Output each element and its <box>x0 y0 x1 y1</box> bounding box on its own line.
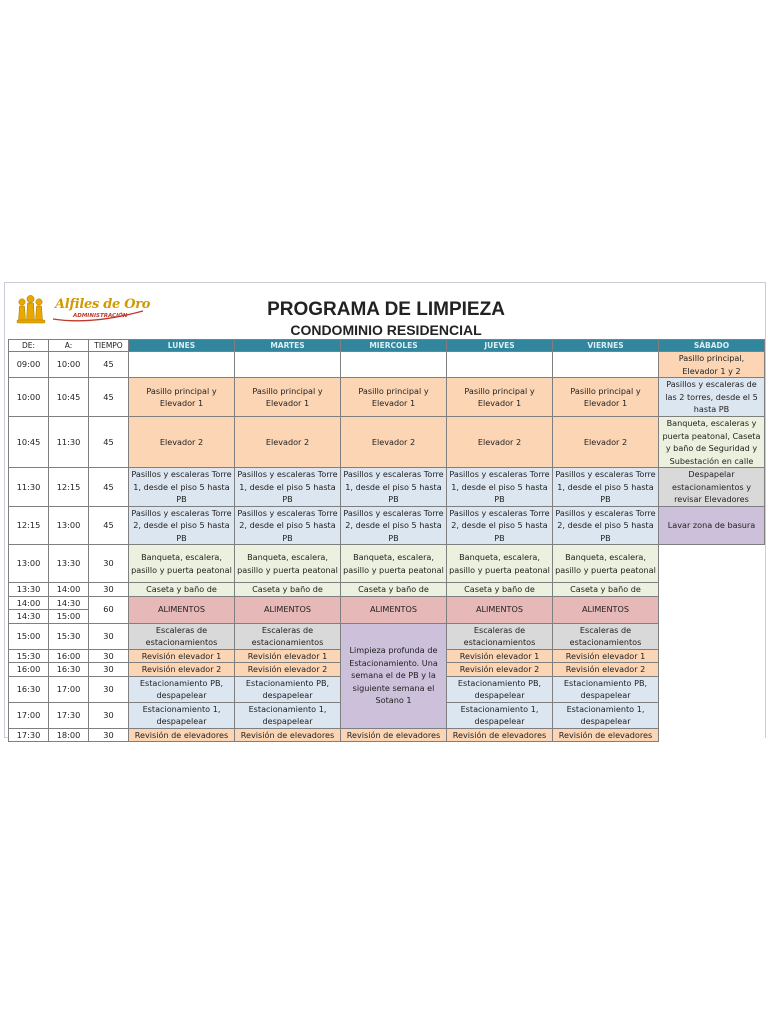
page-subtitle: CONDOMINIO RESIDENCIAL <box>290 322 482 338</box>
task-cell: ALIMENTOS <box>447 596 553 623</box>
time-from: 13:30 <box>9 583 49 597</box>
task-cell: ALIMENTOS <box>235 596 341 623</box>
empty-cell <box>341 352 447 378</box>
empty-cell <box>447 352 553 378</box>
time-from: 11:30 <box>9 468 49 507</box>
task-cell: Pasillo principal, Elevador 1 y 2 <box>659 352 765 378</box>
task-cell: Pasillo principal y Elevador 1 <box>447 378 553 417</box>
task-cell: Elevador 2 <box>553 417 659 468</box>
task-cell: Limpieza profunda de Estacionamiento. Una semana el de PB y la siguiente semana el Sotano 1 <box>341 623 447 728</box>
task-cell: Revisión elevador 2 <box>447 663 553 677</box>
task-cell: Elevador 2 <box>447 417 553 468</box>
duration: 30 <box>89 649 129 663</box>
time-from: 10:00 <box>9 378 49 417</box>
task-cell: Pasillos y escaleras Torre 2, desde el piso 5 hasta PB <box>129 506 235 545</box>
duration: 30 <box>89 545 129 583</box>
task-cell: Caseta y baño de <box>235 583 341 597</box>
task-cell: Pasillos y escaleras Torre 1, desde el piso 5 hasta PB <box>341 468 447 507</box>
empty-saturday-area <box>659 545 765 742</box>
task-cell: Revisión elevador 1 <box>553 649 659 663</box>
duration: 45 <box>89 352 129 378</box>
col-header-miercoles: MIERCOLES <box>341 340 447 352</box>
task-cell: Estacionamiento 1, despapelear <box>129 702 235 728</box>
time-from: 17:00 <box>9 702 49 728</box>
task-cell: Caseta y baño de <box>341 583 447 597</box>
col-header-de: DE: <box>9 340 49 352</box>
task-cell: Pasillos y escaleras Torre 1, desde el piso 5 hasta PB <box>553 468 659 507</box>
duration: 45 <box>89 468 129 507</box>
duration: 30 <box>89 583 129 597</box>
table-row <box>9 417 765 468</box>
time-to: 17:00 <box>49 676 89 702</box>
time-to: 15:00 <box>49 610 89 624</box>
table-row <box>9 596 765 610</box>
duration: 45 <box>89 417 129 468</box>
task-cell: Revisión elevador 2 <box>235 663 341 677</box>
time-from: 15:30 <box>9 649 49 663</box>
task-cell: Estacionamiento 1, despapelear <box>235 702 341 728</box>
task-cell: Pasillos y escaleras Torre 2, desde el piso 5 hasta PB <box>553 506 659 545</box>
task-cell: Revisión de elevadores <box>129 728 235 742</box>
task-cell: Revisión de elevadores <box>447 728 553 742</box>
task-cell: Pasillo principal y Elevador 1 <box>129 378 235 417</box>
col-header-lunes: LUNES <box>129 340 235 352</box>
time-to: 16:30 <box>49 663 89 677</box>
time-from: 16:00 <box>9 663 49 677</box>
task-cell: Despapelar estacionamientos y revisar Elevadores <box>659 468 765 507</box>
time-from: 15:00 <box>9 623 49 649</box>
table-row <box>9 468 765 507</box>
task-cell: Pasillos y escaleras de las 2 torres, desde el 5 hasta PB <box>659 378 765 417</box>
task-cell: Pasillo principal y Elevador 1 <box>553 378 659 417</box>
task-cell: Revisión elevador 1 <box>447 649 553 663</box>
time-from: 16:30 <box>9 676 49 702</box>
duration: 45 <box>89 506 129 545</box>
task-cell: Revisión elevador 2 <box>553 663 659 677</box>
task-cell: Revisión elevador 2 <box>129 663 235 677</box>
time-to: 14:00 <box>49 583 89 597</box>
table-row <box>9 583 765 597</box>
duration: 30 <box>89 663 129 677</box>
task-cell: Banqueta, escalera, pasillo y puerta peatonal <box>341 545 447 583</box>
task-cell: Estacionamiento PB, despapelear <box>235 676 341 702</box>
time-to: 11:30 <box>49 417 89 468</box>
col-header-jueves: JUEVES <box>447 340 553 352</box>
task-cell: Pasillos y escaleras Torre 2, desde el piso 5 hasta PB <box>341 506 447 545</box>
task-cell: Pasillos y escaleras Torre 2, desde el piso 5 hasta PB <box>447 506 553 545</box>
task-cell: Escaleras de estacionamientos <box>447 623 553 649</box>
time-from: 09:00 <box>9 352 49 378</box>
time-to: 14:30 <box>49 596 89 610</box>
cleaning-schedule-sheet <box>4 282 766 738</box>
task-cell: Revisión de elevadores <box>341 728 447 742</box>
task-cell: Revisión elevador 1 <box>235 649 341 663</box>
task-cell: Banqueta, escalera, pasillo y puerta peatonal <box>129 545 235 583</box>
table-row <box>9 728 765 742</box>
schedule-table <box>8 339 765 742</box>
time-to: 10:45 <box>49 378 89 417</box>
task-cell: Pasillos y escaleras Torre 1, desde el piso 5 hasta PB <box>129 468 235 507</box>
task-cell: Elevador 2 <box>235 417 341 468</box>
task-cell: Elevador 2 <box>341 417 447 468</box>
task-cell: Estacionamiento 1, despapelear <box>553 702 659 728</box>
task-cell: Estacionamiento 1, despapelear <box>447 702 553 728</box>
time-to: 17:30 <box>49 702 89 728</box>
task-cell: Estacionamiento PB, despapelear <box>447 676 553 702</box>
task-cell: ALIMENTOS <box>553 596 659 623</box>
time-to: 13:00 <box>49 506 89 545</box>
logo-subtext: ADMINISTRACIÓN <box>73 313 128 319</box>
table-row <box>9 545 765 583</box>
time-to: 10:00 <box>49 352 89 378</box>
task-cell: Caseta y baño de <box>447 583 553 597</box>
task-cell: Elevador 2 <box>129 417 235 468</box>
duration: 60 <box>89 596 129 623</box>
duration: 30 <box>89 702 129 728</box>
task-cell: Revisión elevador 1 <box>129 649 235 663</box>
task-cell: Estacionamiento PB, despapelear <box>129 676 235 702</box>
task-cell: Caseta y baño de <box>129 583 235 597</box>
col-header-martes: MARTES <box>235 340 341 352</box>
table-row <box>9 352 765 378</box>
task-cell: Pasillo principal y Elevador 1 <box>235 378 341 417</box>
task-cell: Banqueta, escalera, pasillo y puerta peatonal <box>553 545 659 583</box>
duration: 30 <box>89 676 129 702</box>
task-cell: Escaleras de estacionamientos <box>553 623 659 649</box>
task-cell: Escaleras de estacionamientos <box>129 623 235 649</box>
time-from: 12:15 <box>9 506 49 545</box>
time-to: 13:30 <box>49 545 89 583</box>
task-cell: Caseta y baño de <box>553 583 659 597</box>
task-cell: Pasillos y escaleras Torre 1, desde el piso 5 hasta PB <box>235 468 341 507</box>
task-cell: Pasillos y escaleras Torre 2, desde el piso 5 hasta PB <box>235 506 341 545</box>
time-to: 18:00 <box>49 728 89 742</box>
duration: 30 <box>89 623 129 649</box>
time-from: 14:30 <box>9 610 49 624</box>
page-title: PROGRAMA DE LIMPIEZA <box>267 299 505 320</box>
empty-cell <box>129 352 235 378</box>
task-cell: Revisión de elevadores <box>553 728 659 742</box>
table-header-row <box>9 340 765 352</box>
col-header-viernes: VIERNES <box>553 340 659 352</box>
task-cell: Banqueta, escalera, pasillo y puerta peatonal <box>235 545 341 583</box>
task-cell: Escaleras de estacionamientos <box>235 623 341 649</box>
col-header-sabado: SÁBADO <box>659 340 765 352</box>
table-row <box>9 378 765 417</box>
time-to: 16:00 <box>49 649 89 663</box>
task-cell: Banqueta, escalera, pasillo y puerta peatonal <box>447 545 553 583</box>
table-row <box>9 623 765 649</box>
task-cell: Lavar zona de basura <box>659 506 765 545</box>
task-cell: Estacionamiento PB, despapelear <box>553 676 659 702</box>
task-cell: ALIMENTOS <box>341 596 447 623</box>
empty-cell <box>553 352 659 378</box>
time-from: 13:00 <box>9 545 49 583</box>
time-from: 17:30 <box>9 728 49 742</box>
col-header-a: A: <box>49 340 89 352</box>
logo-text: Alfiles de Oro <box>55 297 151 312</box>
task-cell: ALIMENTOS <box>129 596 235 623</box>
table-row <box>9 506 765 545</box>
task-cell: Pasillo principal y Elevador 1 <box>341 378 447 417</box>
col-header-tiempo: TIEMPO <box>89 340 129 352</box>
time-from: 10:45 <box>9 417 49 468</box>
time-to: 12:15 <box>49 468 89 507</box>
empty-cell <box>235 352 341 378</box>
time-to: 15:30 <box>49 623 89 649</box>
duration: 30 <box>89 728 129 742</box>
duration: 45 <box>89 378 129 417</box>
task-cell: Pasillos y escaleras Torre 1, desde el piso 5 hasta PB <box>447 468 553 507</box>
task-cell: Banqueta, escaleras y puerta peatonal, Caseta y baño de Seguridad y Subestación en calle <box>659 417 765 468</box>
time-from: 14:00 <box>9 596 49 610</box>
task-cell: Revisión de elevadores <box>235 728 341 742</box>
